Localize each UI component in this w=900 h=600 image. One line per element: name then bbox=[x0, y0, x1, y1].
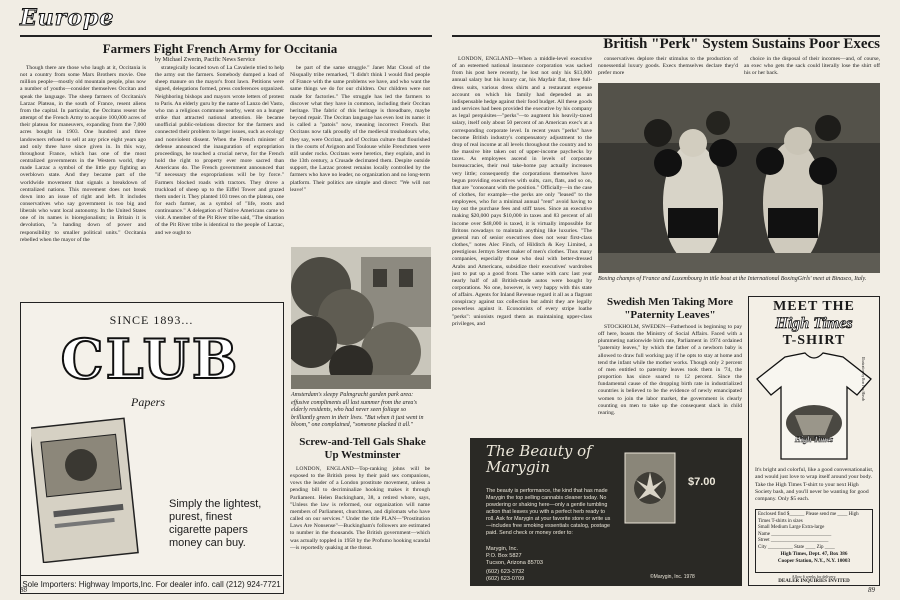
club-footer: Sole Importers: Highway Imports,Inc. For dealer info. call (212) 924-7721 bbox=[21, 575, 282, 593]
form-line-sizes[interactable]: Small Medium Large Extra-large bbox=[758, 525, 825, 530]
hightimes-dealers: DEALER INQUIRIES INVITED bbox=[778, 579, 850, 584]
hightimes-body: It's bright and colorful, like a good conversationalist, and would just love to wrap itself around your body. Take the High Times T-shirt to your next High Society bash, and you'll never be wanting for good company. Only $5 each. bbox=[755, 467, 874, 503]
screw-column bbox=[290, 466, 430, 584]
occitania-column-2 bbox=[155, 65, 284, 323]
club-package-illustration bbox=[31, 413, 141, 563]
left-page-number: 88 bbox=[20, 586, 27, 594]
form-line-street[interactable]: Street _______________________ bbox=[758, 538, 829, 543]
perk-text-3: choice in the disposal of their incomes—and, of course, an exec who gets the sack could literally lose the shirt off his or her back. bbox=[744, 56, 880, 77]
swedish-column bbox=[598, 324, 742, 436]
swedish-text: STOCKHOLM, SWEDEN—Fatherhood is beginning to pay off here, boasts the Ministry of Social Affairs. Faced with a plummeting nationwide birth rate, Parliament in 1974 ordained "paternity leaves," by which the father of a newborn baby is allowed to draw full working pay if he opts to stay at home and tend the infant while the mother works. Though only 2 percent of men entitled to paternity leaves took them in '74, the proportion has since soared to 12 percent. Since the fundamental cause of the dropping birth rate in industrialized countries is believed to be the evidence of newly emancipated women to join the labor market, the government is clearly counting on men to take up the consequent slack in child rearing. bbox=[598, 324, 742, 416]
hightimes-meet: MEET THE bbox=[773, 299, 855, 314]
marygin-company: Marygin, Inc. bbox=[486, 546, 519, 552]
marygin-price: $7.00 bbox=[688, 476, 716, 488]
tshirt-illustration bbox=[755, 351, 873, 463]
hightimes-tshirt: T-SHIRT bbox=[782, 333, 846, 348]
occitania-text-1: Though there are those who laugh at it, Occitania is not a country from some Marx Brothers movie. One million people—mostly old mountain people, plus now a number of youths—consider themselves Occitan and speak the language. The sheep farmers of Occitania's Larzac Plateau, in the south of France, resent aliens from the capital. In particular, the Occitans resent the attempt of the French Army to acquire 100,000 acres of their plateau for maneuvers, expanding from the 7,000 acres bought in 1903. One hundred and three landowners refused to sell at any price eight years ago and only three have since given in. In this way, throughout France, which has one of the most centralized governments in the Western world, they made Larzac a symbol of the little guy fighting an overblown state. And they became part of the worldwide movement that signals a breakdown of centralized nations. This movement does not break down into an issue of right and left. It includes conservatives who say government is too big and liberals who want local autonomy. In the United States one of its names is bioregionalism; in Britain it is devolution, "a handing down of power and responsibility to smaller political units." Occitania rebelled when the mayor of the bbox=[20, 65, 146, 243]
header-rule-left bbox=[20, 35, 432, 37]
section-masthead: Europe bbox=[20, 5, 115, 31]
garden-illustration bbox=[291, 247, 431, 389]
marygin-box: P.O. Box 5827 bbox=[486, 553, 522, 559]
hightimes-allow: Allow 6 weeks for delivery. bbox=[791, 574, 837, 579]
swedish-headline: Swedish Men Taking More "Paternity Leaves" bbox=[606, 296, 734, 321]
hightimes-order-form bbox=[755, 509, 873, 573]
occitania-text-3: be part of the same struggle." Janet Mat Cloud of the Nisqually tribe remarked, "I didn't think I would find people of France with the same problems we have, and who want the same things we do for our children. Our children were not made for factories." The struggle has led the farmers to discover what they have in common, including their Occitan heritage. The fabric of this heritage is threadbare, maybe beyond repair. The Occitan language has even lost its name: it is called a "patois" now, meaning incorrect French. But Occitans now talk proudly of the medieval troubadours who, they say, were Occitan, and of Occitan culture that flourished in the courts of Avignon and Toulouse while Frenchmen were still under rocks. Occitans were heretics, they explain, and in the 13th century, a Crusade decimated them. Despite outside support, the Larzac protest remains locally controlled by the farmers who have no leader, no organization and no long-term platform. Their politics are simple and direct: "We will not leave!" bbox=[290, 65, 430, 193]
form-line-enclosed[interactable]: Enclosed find $______ Please send me ____ High Times T-shirts in sizes bbox=[758, 512, 859, 524]
marygin-phone-1: (602) 623-3732 bbox=[486, 569, 525, 575]
tshirt-logo: High Times bbox=[794, 435, 834, 444]
hightimes-credit: Illustration by Ron Fox Hirsch bbox=[861, 357, 865, 402]
form-line-city[interactable]: City __________ State ____ Zip ____ bbox=[758, 544, 835, 550]
right-page-number: 89 bbox=[868, 586, 875, 594]
perk-column-2 bbox=[598, 56, 738, 80]
marygin-ad bbox=[470, 438, 742, 586]
occitania-byline: by Michael Zwerin, Pacific News Service bbox=[155, 57, 256, 63]
occitania-headline: Farmers Fight French Army for Occitania bbox=[102, 41, 338, 56]
screw-text: LONDON, ENGLAND—Top-ranking johns will be exposed to the British press by their paid sex companions, vows the leader of a London prostitute movement, unless a pending bill to decriminalize hooking makes it through Parliament. Helen Buckingham, 38, a retired whore, says, "Unless the law is reformed, our organization will name members of Parliament, churchmen, and diplomats who have called on our services." Under the title PLAN—"Prostitution Laws Are Nonsense"—Buckingham's followers are estimated to number in the thousands. The British government—which was actually toppled in 1958 by the Profumo hooking scandal—is reportedly quaking at the threat. bbox=[290, 466, 430, 551]
boxing-caption: Boxing champs of France and Luxembourg in title bout at the International BoxingGirls' meet at Binasco, Italy. bbox=[598, 276, 867, 282]
marygin-title: The Beauty of Marygin bbox=[486, 442, 592, 476]
hightimes-ad bbox=[748, 296, 880, 586]
marygin-phone-2: (602) 623-0709 bbox=[486, 576, 525, 582]
marygin-body: The beauty is performance, the kind that has made Marygin the top selling cannabis cleaner today. No powdering or shaking here—only a gentle tumbling action that leaves you with a perfect herb ready to roll. Ask for Marygin at your favorite store or write us—includes free smoking essentials catalog, postage paid. Send check or money order to: bbox=[486, 488, 611, 537]
form-address-2: Cooper Station, N.Y., N.Y. 10003 bbox=[777, 557, 851, 564]
occitania-column-3 bbox=[290, 65, 430, 241]
marygin-copyright: ©Marygin, Inc. 1978 bbox=[650, 574, 695, 580]
club-papers-ad bbox=[20, 302, 284, 594]
club-tagline: Simply the lightest, purest, finest cigarette papers money can buy. bbox=[169, 498, 262, 549]
club-brand-logo: CLUB bbox=[60, 327, 240, 391]
form-address-1: High Times, Dept. 47, Box 386 bbox=[780, 551, 848, 557]
amsterdam-caption: Amsterdam's sleepy Palmgracht garden park area: effusive compliments all last summer from the area's elderly residents, who had never seen foliage so brilliantly green in their lives. "But when it just went in bloom," one complained, "someone plucked it all." bbox=[291, 392, 424, 428]
perk-text-2: conservatives deplore their stimulus to the production of nonessential luxury goods. Execs themselves declare they'd prefer more bbox=[598, 56, 738, 77]
amsterdam-garden-photo bbox=[291, 247, 431, 389]
perk-text-1: LONDON, ENGLAND—When a middle-level executive of an esteemed national insurance corporation was sacked from his post here recently, he lost not only his $13,000 annual salary but his luxury car, his Mayfair flat, three full-dress suits, various dress shirts and a restaurant expense account on which his family had depended as an indispensable hedge against their food budget. All these goods and services had been provided the executive by his company as legal perquisites—"perks"—to augment his heavily-taxed salary, itself only about 50 percent of an American exec's at a corresponding corporate level. In recent years "perks" have become British industry's compensatory adjustment to the drop of real income at all levels throughout the country and to the massive bite taken out of upper-income paychecks by taxes. As employees ascend in levels of corporate bureaucracies, their real take-home pay actually increases very little; consequently the corporations themselves have begun providing executives with suits, cars, flats, and so on, that are "consonant with the position." Officially—in the case of clothes, for example—the perks are only "leased" to the employees, who for a minimal annual "rent" avoid having to lay out the purchase fees and stiff taxes. Since an executive making $20,000 pays $10,000 in taxes and 83 percent of all income over $48,000 is taxed, it is virtually impossible for Britons nowadays to maintain anything like luxuries. "The general run of senior executives does not wear first-class clothes," notes Alec Finch, of Hilditch & Key Limited, a prestigious Jermyn Street maker of men's clothes. Thus many companies, especially those who deal with better-dressed Arabs and Americans, subsidize their executives' wardrobes just to put up a good front. The same with cars: last year nearly half of all British-made autos were bought by corporations. No one, however, is very happy with this state of affairs. Agents for Inland Revenue regard it all as a flagrant conspiracy against tax collection but admit they are legally powerless against it. Economists of every stripe loathe "perks": unionists regard them as maintaining upper-class privileges, and bbox=[452, 56, 592, 327]
boxing-photo bbox=[598, 83, 880, 273]
screw-headline: Screw-and-Tell Gals Shake Up Westminster bbox=[299, 436, 426, 461]
club-since-label: SINCE 1893... bbox=[109, 313, 194, 327]
form-line-name[interactable]: Name ________________________ bbox=[758, 531, 832, 537]
occitania-text-2: strategically located town of La Cavalerie tried to help the army out the farmers. Somebody dumped a load of sheep manure on the mayor's front lawn. Petitions were signed, delegations formed, press conferences organized. Neighboring bishops and mayors wrote letters of protest to Paris. An elderly guru by the name of Lanzo del Vasto, who ran a religious commune nearby, went on a hunger strike that attracted national attention. He became unofficial public-relations director for the farmers and connected their problem to larger issues, such as ecology and nonviolent dissent. When the French minister of defense announced the inauguration of expropriation proceedings, he touched a crucial nerve, for the French hold the right to property ever more sacred than Americans do. The French government announced that "if necessary the expropriations will be by force." Farmers blocked roads with tractors. They drove a truckload of sheep up to the Eiffel Tower and grazed them under it. They planted 103 trees on the plateau, one for each farmer, as a symbol of "life, roots and continuance." A delegation of Native Americans came to visit. A member of the Pit River tribe said, "The situation of the Pit River tribe is identical to the people of Larzac, and we ought to bbox=[155, 65, 284, 236]
perk-headline: British "Perk" System Sustains Poor Execs bbox=[603, 36, 880, 52]
hightimes-brand: High Times bbox=[775, 315, 853, 332]
marygin-city: Tucson, Arizona 85703 bbox=[486, 560, 544, 566]
perk-column-3 bbox=[744, 56, 880, 80]
marygin-product-illustration bbox=[620, 448, 680, 528]
club-papers-label: Papers bbox=[131, 395, 165, 409]
